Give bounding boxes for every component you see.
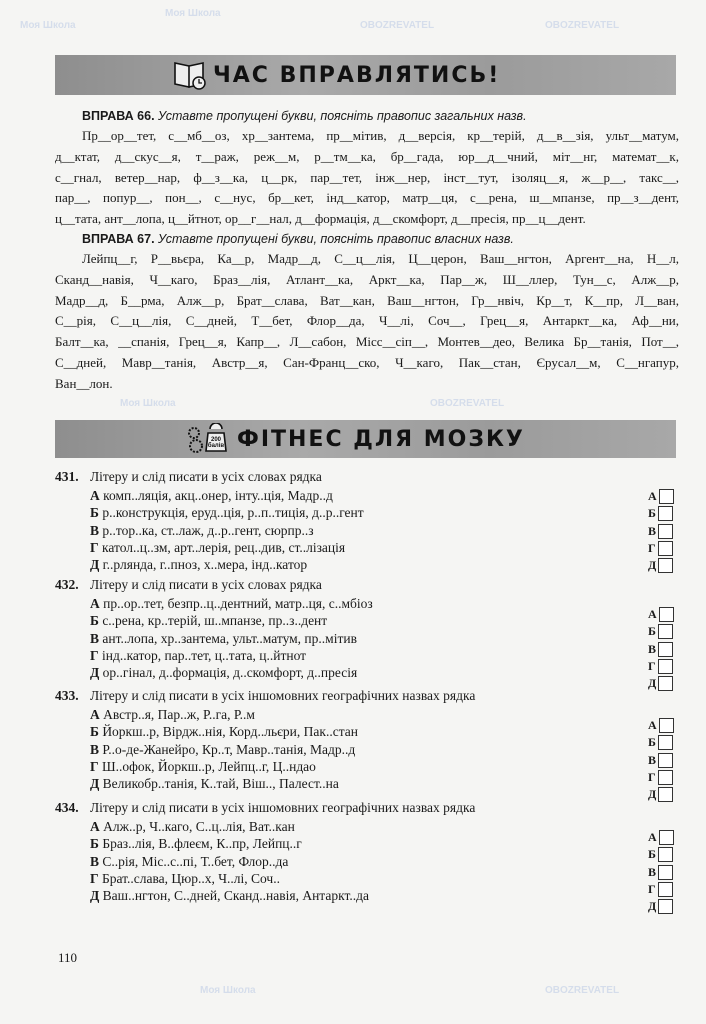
- watermark: Моя Школа: [20, 20, 76, 31]
- answer-letter: Д: [648, 676, 657, 691]
- question-text: Літеру и слід писати в усіх іншомовних географічних назвах рядка: [90, 688, 476, 703]
- answer-option: [90, 742, 355, 758]
- answer-option: [90, 596, 373, 612]
- checkbox-box[interactable]: [658, 624, 673, 639]
- answer-checkbox[interactable]: [648, 753, 673, 768]
- text-line: Лейпц__г, Р__вьєра, Ка__р, Мадр__д, С__ц__лія, Ц__церон, Ваш__нгтон, Аргент__на, Н__л,: [82, 251, 679, 266]
- question-text: Літеру и слід писати в усіх словах рядка: [90, 577, 322, 592]
- option-text: комп..ляція, акц..онер, інту..ція, Мадр..д: [103, 488, 333, 503]
- option-text: с..рена, кр..терій, ш..мпанзе, пр..з..дент: [102, 613, 328, 629]
- answer-checkbox[interactable]: [648, 506, 673, 521]
- question-number: 431.: [55, 469, 79, 484]
- answer-option: [90, 724, 358, 740]
- checkbox-box[interactable]: [658, 541, 673, 556]
- option-text: інд..катор, пар..тет, ц..тата, ц..йтнот: [101, 647, 307, 663]
- option-text: Великобр..танія, К..тай, Віш.., Палест..на: [102, 776, 339, 792]
- answer-option: [90, 613, 327, 629]
- option-letter: Г: [90, 539, 99, 555]
- option-text: г..рлянда, г..пноз, х..мера, інд..катор: [102, 557, 308, 573]
- text-line: Сканд__навія, Ч__каго, Браз__лія, Атлант__ка, Аркт__ка, Пар__ж, Ш__ллер, Тун__с, Алж__р,: [55, 271, 679, 287]
- option-letter: А: [90, 707, 100, 722]
- answer-checkbox[interactable]: [648, 882, 673, 897]
- section-banner-brain-fitness: [55, 420, 676, 458]
- option-letter: Г: [90, 758, 99, 774]
- checkbox-box[interactable]: [658, 659, 673, 674]
- answer-letter: А: [648, 489, 657, 503]
- checkbox-box[interactable]: [659, 489, 674, 504]
- answer-option: [90, 888, 369, 904]
- answer-letter: Г: [648, 769, 656, 784]
- option-text: р..тор..ка, ст..лаж, д..р..гент, сюрпр..з: [102, 522, 314, 538]
- answer-option: [90, 631, 357, 647]
- answer-checkbox[interactable]: [648, 718, 674, 733]
- option-letter: Б: [90, 613, 99, 629]
- checkbox-box[interactable]: [658, 735, 673, 750]
- answer-letter: А: [648, 718, 657, 732]
- answer-letter: В: [648, 752, 657, 767]
- question-text: Літеру и слід писати в усіх словах рядка: [90, 469, 322, 484]
- option-letter: В: [90, 522, 100, 538]
- option-letter: Д: [90, 665, 100, 681]
- option-text: Австр..я, Пар..ж, Р..га, Р..м: [103, 707, 255, 722]
- answer-checkbox[interactable]: [648, 847, 673, 862]
- checkbox-box[interactable]: [658, 899, 673, 914]
- banner-title: ФІТНЕС ДЛЯ МОЗКУ: [237, 426, 525, 452]
- banner-title: ЧАС ВПРАВЛЯТИСЬ!: [213, 62, 501, 88]
- checkbox-box[interactable]: [658, 770, 673, 785]
- answer-checkbox[interactable]: [648, 624, 673, 639]
- answer-letter: В: [648, 864, 657, 879]
- answer-checkbox[interactable]: [648, 607, 674, 622]
- option-letter: Д: [90, 776, 100, 792]
- option-letter: Г: [90, 870, 99, 886]
- watermark: Моя Школа: [120, 398, 176, 409]
- kettlebell-label: 200 балів: [207, 437, 225, 449]
- watermark: OBOZREVATEL: [430, 398, 505, 409]
- answer-option: [90, 759, 316, 775]
- answer-checkbox[interactable]: [648, 489, 674, 504]
- option-text: Алж..р, Ч..каго, С..ц..лія, Ват..кан: [103, 819, 295, 834]
- text-line: Пр__ор__тет, с__мб__оз, хр__зантема, пр__мітив, д__версія, кр__терій, д__в__зія, ульт__матум,: [82, 128, 679, 143]
- exercise-67-title: ВПРАВА 67. Уставте пропущені букви, поясніть правопис власних назв.: [82, 232, 514, 246]
- checkbox-box[interactable]: [658, 865, 673, 880]
- option-letter: В: [90, 630, 100, 646]
- section-banner-exercises: [55, 55, 676, 95]
- option-letter: Б: [90, 836, 99, 852]
- option-text: Ваш..нгтон, С..дней, Сканд..навія, Антаркт..да: [102, 888, 369, 904]
- watermark: OBOZREVATEL: [545, 20, 620, 31]
- option-letter: В: [90, 853, 100, 869]
- answer-checkbox[interactable]: [648, 899, 673, 914]
- checkbox-box[interactable]: [658, 506, 673, 521]
- text-line: Балт__ка, __спанія, Грец__я, Капр__, Л__сабон, Місс__сіп__, Монтев__део, Велика Бр__танія, Пот__,: [55, 334, 679, 350]
- answer-checkbox[interactable]: [648, 642, 673, 657]
- checkbox-box[interactable]: [658, 558, 673, 573]
- question-number: 433.: [55, 688, 79, 703]
- answer-letter: В: [648, 641, 657, 656]
- answer-letter: Б: [648, 735, 656, 750]
- answer-letter: Б: [648, 506, 656, 521]
- answer-checkbox[interactable]: [648, 558, 673, 573]
- answer-option: [90, 505, 364, 521]
- option-letter: А: [90, 819, 100, 834]
- checkbox-box[interactable]: [659, 830, 674, 845]
- answer-checkbox[interactable]: [648, 659, 673, 674]
- gears-kettlebell-icon: [185, 423, 231, 455]
- answer-option: [90, 854, 288, 870]
- option-letter: В: [90, 741, 100, 757]
- answer-checkbox[interactable]: [648, 541, 673, 556]
- answer-letter: А: [648, 830, 657, 844]
- answer-option: [90, 776, 339, 792]
- question-text: Літеру и слід писати в усіх іншомовних географічних назвах рядка: [90, 800, 476, 815]
- option-letter: Г: [90, 647, 99, 663]
- option-letter: Д: [90, 888, 100, 904]
- watermark: OBOZREVATEL: [545, 985, 620, 996]
- answer-option: [90, 540, 345, 556]
- option-text: катол..ц..зм, арт..лерія, рец..див, ст..лізація: [101, 539, 346, 555]
- answer-checkbox[interactable]: [648, 676, 673, 691]
- text-line: С__дней, Мавр__танія, Австр__я, Сан-Франц__ско, Ч__каго, Пак__стан, Єрусал__м, С__нгапур,: [55, 355, 679, 370]
- exercise-66-title: ВПРАВА 66. Уставте пропущені букви, поясніть правопис загальних назв.: [82, 109, 527, 123]
- checkbox-box[interactable]: [658, 882, 673, 897]
- answer-letter: А: [648, 607, 657, 621]
- answer-letter: Д: [648, 899, 657, 914]
- option-text: пр..ор..тет, безпр..ц..дентний, матр..ця, с..мбіоз: [103, 596, 373, 611]
- option-text: Р..о-де-Жанейро, Кр..т, Мавр..танія, Мадр..д: [102, 741, 356, 757]
- checkbox-box[interactable]: [658, 676, 673, 691]
- question-number: 432.: [55, 577, 79, 592]
- answer-letter: Б: [648, 847, 656, 862]
- text-line: С__рія, С__ц__лія, С__дней, Т__бет, Флор__да, Ч__лі, Соч__, Грец__я, Антаркт__ка, Аф__ни,: [55, 313, 679, 329]
- text-line: с__гнал, ветер__нар, ф__з__ка, ц__рк, пар__тет, інж__нер, інст__тут, ізоляц__я, ж__р__, такс__,: [55, 169, 679, 185]
- answer-letter: Д: [648, 787, 657, 802]
- answer-option: [90, 648, 306, 664]
- option-text: ант..лопа, хр..зантема, ульт..матум, пр..мітив: [102, 630, 357, 646]
- answer-checkbox[interactable]: [648, 770, 673, 785]
- answer-option: [90, 557, 307, 573]
- text-line: Мадр__д, Б__рма, Алж__р, Брат__слава, Ват__кан, Ваш__нгтон, Гр__нвіч, Кр__т, К__пр, Л__ван,: [55, 292, 679, 308]
- option-letter: А: [90, 488, 100, 503]
- answer-option: [90, 707, 255, 723]
- answer-checkbox[interactable]: [648, 830, 674, 845]
- checkbox-box[interactable]: [658, 642, 673, 657]
- checkbox-box[interactable]: [658, 787, 673, 802]
- checkbox-box[interactable]: [658, 753, 673, 768]
- watermark: OBOZREVATEL: [360, 20, 435, 31]
- answer-checkbox[interactable]: [648, 735, 673, 750]
- book-clock-icon: [173, 59, 207, 91]
- option-text: р..конструкція, еруд..ція, р..п..тиція, д..р..гент: [102, 505, 364, 521]
- watermark: Моя Школа: [165, 8, 221, 19]
- text-line: Ван__лон.: [55, 375, 113, 391]
- answer-letter: В: [648, 523, 657, 538]
- answer-option: [90, 871, 280, 887]
- option-letter: А: [90, 596, 100, 611]
- option-letter: Д: [90, 557, 100, 573]
- checkbox-box[interactable]: [658, 847, 673, 862]
- option-text: Брат..слава, Цюр..х, Ч..лі, Соч..: [101, 870, 280, 886]
- answer-option: [90, 665, 357, 681]
- checkbox-box[interactable]: [659, 718, 674, 733]
- answer-letter: Г: [648, 658, 656, 673]
- answer-option: [90, 836, 302, 852]
- option-letter: Б: [90, 505, 99, 521]
- option-text: С..рія, Міс..с..пі, Т..бет, Флор..да: [102, 853, 289, 869]
- answer-letter: Г: [648, 540, 656, 555]
- answer-option: [90, 523, 314, 539]
- answer-letter: Г: [648, 881, 656, 896]
- option-text: Браз..лія, В..флеєм, К..пр, Лейпц..г: [102, 836, 302, 852]
- option-text: Йоркш..р, Вірдж..нія, Корд..льєри, Пак..стан: [102, 724, 358, 740]
- checkbox-box[interactable]: [659, 607, 674, 622]
- option-text: ор..гінал, д..формація, д..скомфорт, д..пресія: [102, 665, 358, 681]
- page-number: 110: [58, 950, 78, 965]
- answer-option: [90, 488, 333, 504]
- checkbox-box[interactable]: [658, 524, 673, 539]
- answer-letter: Б: [648, 624, 656, 639]
- answer-checkbox[interactable]: [648, 524, 673, 539]
- option-letter: Б: [90, 724, 99, 740]
- option-text: Ш..офок, Йоркш..р, Лейпц..г, Ц..ндао: [101, 758, 316, 774]
- question-number: 434.: [55, 800, 79, 815]
- watermark: Моя Школа: [200, 985, 256, 996]
- answer-checkbox[interactable]: [648, 865, 673, 880]
- text-line: д__ктат, д__скус__я, т__раж, реж__м, р__тм__ка, бр__гада, юр__д__чний, міт__нг, математ__к,: [55, 148, 679, 164]
- text-line: ц__тата, ант__лопа, ц__йтнот, ор__г__нал, д__формація, д__скомфорт, д__пресія, пр__ц__дент.: [55, 211, 586, 227]
- answer-option: [90, 819, 295, 835]
- text-line: пар__, попур__, пон__, с__нус, бр__кет, інд__катор, матр__ця, с__рена, ш__мпанзе, пр__з__дент,: [55, 190, 679, 206]
- answer-checkbox[interactable]: [648, 787, 673, 802]
- answer-letter: Д: [648, 558, 657, 573]
